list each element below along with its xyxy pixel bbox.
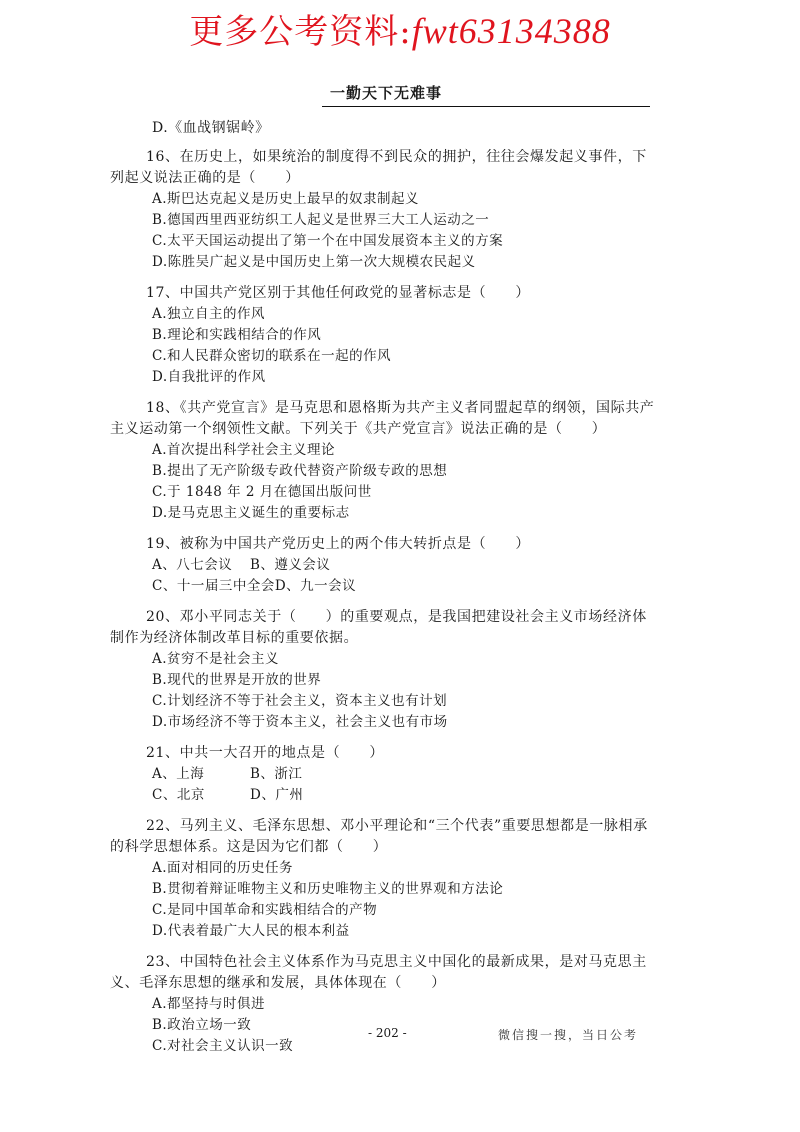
question-item xyxy=(110,283,658,388)
answer-option: C、十一届三中全会 xyxy=(152,578,275,594)
answer-option: A、上海 xyxy=(152,766,205,782)
answer-option: B.贯彻着辩证唯物主义和历史唯物主义的世界观和方法论 xyxy=(152,881,504,897)
answer-option: A.首次提出科学社会主义理论 xyxy=(152,442,336,458)
question-stem: 16、在历史上，如果统治的制度得不到民众的拥护，往往会爆发起义事件，下列起义说法正确的是（ ） xyxy=(110,149,647,186)
footer-note: 微信搜一搜，当日公考 xyxy=(498,1028,639,1042)
answer-option: B.提出了无产阶级专政代替资产阶级专政的思想 xyxy=(152,463,448,479)
answer-option: B.政治立场一致 xyxy=(152,1017,252,1033)
answer-option: B.现代的世界是开放的世界 xyxy=(152,672,322,688)
watermark-banner xyxy=(0,4,800,53)
question-stem: 20、邓小平同志关于（ ）的重要观点，是我国把建设社会主义市场经济体制作为经济体制改革目标的重要依据。 xyxy=(110,609,647,646)
answer-option: D.自我批评的作风 xyxy=(152,369,266,385)
question-item xyxy=(110,743,658,806)
answer-option: B.理论和实践相结合的作风 xyxy=(152,327,322,343)
answer-option-row xyxy=(110,576,658,597)
question-stem: 18、《共产党宣言》是马克思和恩格斯为共产主义者同盟起草的纲领，国际共产主义运动第一个纲领性文献。下列关于《共产党宣言》说法正确的是（ ） xyxy=(110,400,655,437)
answer-option-row xyxy=(110,555,658,576)
answer-option: D.市场经济不等于资本主义，社会主义也有市场 xyxy=(152,714,448,730)
question-item xyxy=(110,147,658,273)
answer-option: C.计划经济不等于社会主义，资本主义也有计划 xyxy=(152,693,448,709)
answer-option: B、遵义会议 xyxy=(250,557,331,573)
page-header xyxy=(322,82,650,107)
question-stem: 17、中国共产党区别于其他任何政党的显著标志是（ ） xyxy=(146,285,531,301)
answer-option: B、浙江 xyxy=(250,766,303,782)
answer-option: A.贫穷不是社会主义 xyxy=(152,651,280,667)
answer-option: D.代表着最广大人民的根本利益 xyxy=(152,923,350,939)
question-stem: 22、马列主义、毛泽东思想、邓小平理论和“三个代表”重要思想都是一脉相承的科学思想体系。这是因为它们都（ ） xyxy=(110,818,648,855)
answer-option: A.面对相同的历史任务 xyxy=(152,860,294,876)
page-number: - 202 - xyxy=(368,1026,407,1040)
answer-option: C.对社会主义认识一致 xyxy=(152,1038,294,1054)
answer-option: A、八七会议 xyxy=(152,557,233,573)
question-list xyxy=(110,118,658,1067)
answer-option-row xyxy=(110,764,658,785)
answer-option: C.太平天国运动提出了第一个在中国发展资本主义的方案 xyxy=(152,233,504,249)
answer-option: D.陈胜吴广起义是中国历史上第一次大规模农民起义 xyxy=(152,254,476,270)
lead-option: D.《血战钢锯岭》 xyxy=(152,120,270,136)
answer-option: C.于 1848 年 2 月在德国出版问世 xyxy=(152,484,372,500)
question-stem: 21、中共一大召开的地点是（ ） xyxy=(146,745,385,761)
question-stem: 19、被称为中国共产党历史上的两个伟大转折点是（ ） xyxy=(146,536,531,552)
question-item xyxy=(110,398,658,524)
header-title: 一勤天下无难事 xyxy=(330,84,443,102)
watermark-text: 更多公考资料: xyxy=(189,12,412,52)
answer-option: C、北京 xyxy=(152,787,205,803)
watermark-id: fwt63134388 xyxy=(411,11,611,51)
question-item xyxy=(110,607,658,733)
answer-option: C.是同中国革命和实践相结合的产物 xyxy=(152,902,378,918)
question-stem: 23、中国特色社会主义体系作为马克思主义中国化的最新成果，是对马克思主义、毛泽东思想的继承和发展，具体体现在（ ） xyxy=(110,954,647,991)
answer-option: A.斯巴达克起义是历史上最早的奴隶制起义 xyxy=(152,191,420,207)
answer-option: D、九一会议 xyxy=(274,578,357,594)
question-item xyxy=(110,816,658,942)
question-item xyxy=(110,534,658,597)
answer-option: C.和人民群众密切的联系在一起的作风 xyxy=(152,348,392,364)
answer-option-row xyxy=(110,785,658,806)
answer-option: B.德国西里西亚纺织工人起义是世界三大工人运动之一 xyxy=(152,212,490,228)
answer-option: D、广州 xyxy=(250,787,304,803)
answer-option: A.都坚持与时俱进 xyxy=(152,996,266,1012)
answer-option: D.是马克思主义诞生的重要标志 xyxy=(152,505,350,521)
answer-option: A.独立自主的作风 xyxy=(152,306,266,322)
